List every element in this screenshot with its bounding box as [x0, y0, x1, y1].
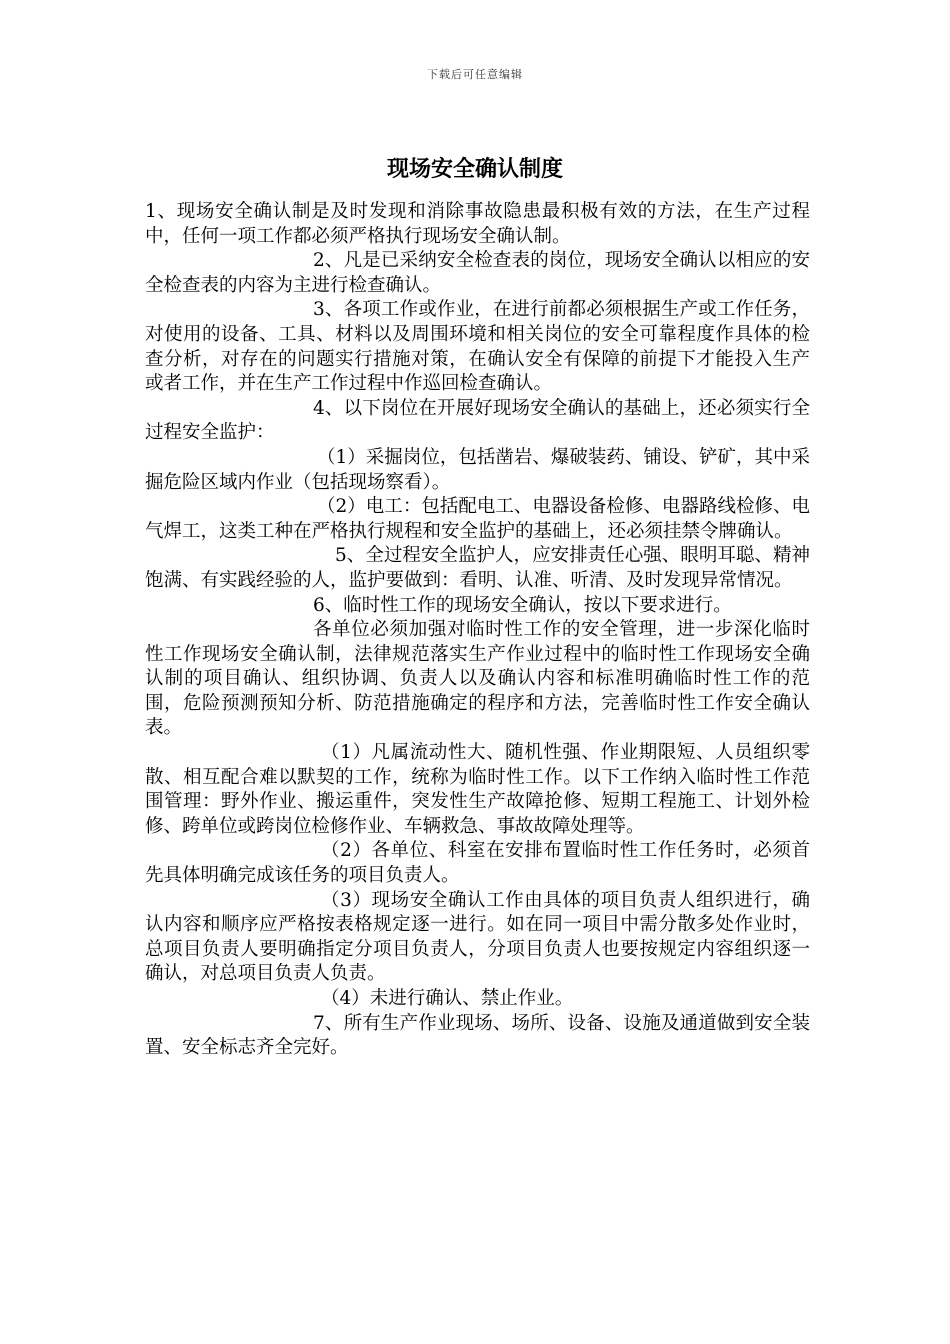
header-note: 下载后可任意编辑 [427, 68, 523, 81]
paragraph-5: 5、全过程安全监护人，应安排责任心强、眼明耳聪、精神饱满、有实践经验的人，监护要做到：看明、认准、听清、及时发现异常情况。 [145, 545, 810, 591]
paragraph-4: 4、以下岗位在开展好现场安全确认的基础上，还必须实行全过程安全监护： [145, 397, 810, 444]
paragraph-2: 2、凡是已采纳安全检查表的岗位，现场安全确认以相应的安全检查表的内容为主进行检查确认。 [145, 250, 810, 296]
paragraph-6-body: 各单位必须加强对临时性工作的安全管理，进一步深化临时性工作现场安全确认制，法律规范落实生产作业过程中的临时性工作现场安全确认制的项目确认、组织协调、负责人以及确认内容和标准明确临时性工作的范围，危险预测预知分析、防范措施确定的程序和方法，完善临时性工作安全确认表。 [145, 619, 810, 739]
document-title: 现场安全确认制度 [386, 157, 563, 182]
paragraph-1: 1、现场安全确认制是及时发现和消除事故隐患最积极有效的方法，在生产过程中，任何一项工作都必须严格执行现场安全确认制。 [145, 201, 810, 247]
paragraph-4-item-2: （2）电工：包括配电工、电器设备检修、电器路线检修、电气焊工，这类工种在严格执行规程和安全监护的基础上，还必须挂禁令牌确认。 [145, 496, 810, 542]
paragraph-6-item-3: （3）现场安全确认工作由具体的项目负责人组织进行，确认内容和顺序应严格按表格规定逐一进行。如在同一项目中需分散多处作业时，总项目负责人要明确指定分项目负责人，分项目负责人也要按规定内容组织逐一确认，对总项目负责人负责。 [145, 889, 810, 985]
paragraph-6-item-1: （1）凡属流动性大、随机性强、作业期限短、人员组织零散、相互配合难以默契的工作，统称为临时性工作。以下工作纳入临时性工作范围管理：野外作业、搬运重件，突发性生产故障抢修、短期工程施工、计划外检修、跨单位或跨岗位检修作业、车辆救急、事故故障处理等。 [145, 742, 810, 837]
paragraph-4-item-1: （1）采掘岗位，包括凿岩、爆破装药、铺设、铲矿，其中采掘危险区域内作业（包括现场察看）。 [145, 446, 810, 493]
paragraph-6: 6、临时性工作的现场安全确认，按以下要求进行。 [313, 594, 732, 616]
paragraph-3: 3、各项工作或作业，在进行前都必须根据生产或工作任务，对使用的设备、工具、材料以及周围环境和相关岗位的安全可靠程度作具体的检查分析，对存在的问题实行措施对策，在确认安全有保障的前提下才能投入生产或者工作，并在生产工作过程中作巡回检查确认。 [145, 299, 810, 395]
paragraph-6-item-2: （2）各单位、科室在安排布置临时性工作任务时，必须首先具体明确完成该任务的项目负责人。 [145, 840, 810, 887]
paragraph-7: 7、所有生产作业现场、场所、设备、设施及通道做到安全装置、安全标志齐全完好。 [145, 1012, 810, 1059]
document-body [145, 200, 810, 1061]
paragraph-6-item-4: （4）未进行确认、禁止作业。 [321, 988, 574, 1009]
